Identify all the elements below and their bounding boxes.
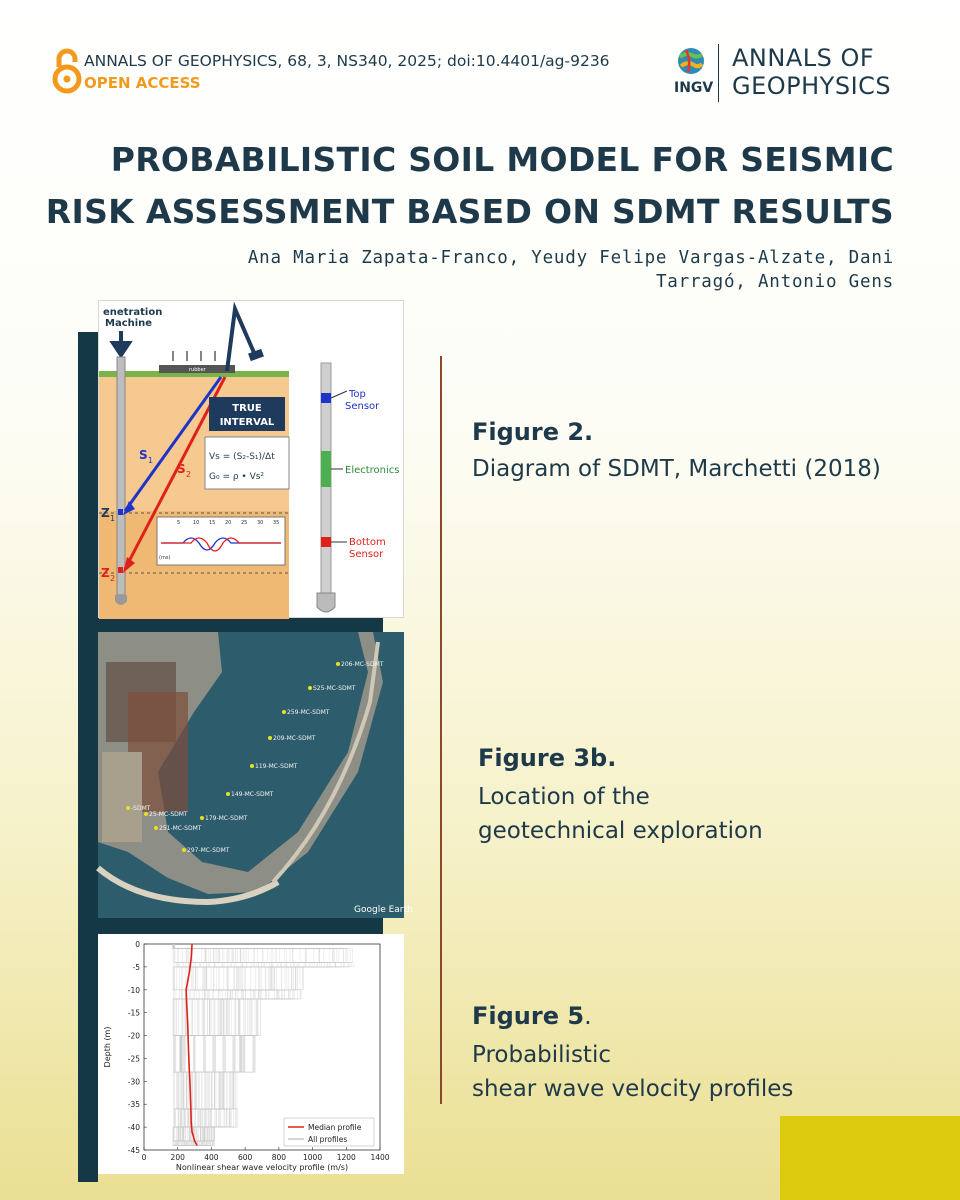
y-tick-label: -30 [127, 1077, 140, 1087]
bottom-sensor-label-1: Bottom [349, 537, 386, 548]
figure5-vs-profiles-chart [98, 934, 404, 1174]
vertical-divider [440, 356, 442, 1104]
z2-label: Z [101, 566, 110, 580]
citation-text: ANNALS OF GEOPHYSICS, 68, 3, NS340, 2025; doi:10.4401/ag-9236 [84, 52, 610, 70]
svg-text:206-MC-SDMT: 206-MC-SDMT [341, 661, 384, 668]
authors-line1: Ana Maria Zapata-Franco, Yeudy Felipe Vargas-Alzate, Dani [247, 248, 894, 268]
svg-text:251-MC-SDMT: 251-MC-SDMT [159, 825, 202, 832]
figure5-caption-line2: shear wave velocity profiles [472, 1076, 794, 1102]
authors-line2: Tarragó, Antonio Gens [655, 272, 894, 292]
svg-text:259-MC-SDMT: 259-MC-SDMT [287, 709, 330, 716]
s1-subscript: 1 [148, 456, 154, 465]
x-tick-label: 400 [204, 1153, 219, 1162]
svg-text:35: 35 [273, 520, 280, 526]
svg-text:(ms): (ms) [159, 555, 171, 561]
legend-all-profiles: All profiles [308, 1135, 348, 1144]
figure3b-satellite-map [98, 632, 413, 918]
ingv-globe-icon [676, 46, 706, 76]
y-tick-label: -35 [127, 1100, 140, 1110]
rubber-label: rubber [189, 367, 206, 373]
svg-text:25-MC-SDMT: 25-MC-SDMT [149, 811, 188, 818]
top-sensor-label-2: Sensor [345, 401, 380, 412]
svg-text:20: 20 [225, 520, 232, 526]
open-access-lock-icon [52, 48, 82, 94]
g0-formula: G₀ = ρ • Vs² [209, 472, 265, 482]
y-tick-label: 0 [135, 940, 140, 949]
google-earth-watermark: Google Earth [354, 905, 413, 915]
y-tick-label: -25 [127, 1054, 140, 1064]
figure5-caption-line1: Probabilistic [472, 1042, 611, 1068]
side-accent-bar [78, 332, 98, 1182]
svg-text:-SDMT: -SDMT [131, 805, 151, 812]
x-tick-label: 600 [237, 1153, 253, 1162]
y-tick-label: -45 [127, 1146, 140, 1155]
figure2-sdmt-diagram [98, 300, 404, 618]
figure3b-caption-text [478, 780, 838, 848]
figure3b-caption-title: Figure 3b. [478, 744, 617, 772]
article-title-line1: PROBABILISTIC SOIL MODEL FOR SEISMIC [110, 140, 894, 179]
figure2-caption-text: Diagram of SDMT, Marchetti (2018) [472, 456, 881, 482]
svg-text:149-MC-SDMT: 149-MC-SDMT [231, 791, 274, 798]
figure2-caption-title: Figure 2. [472, 418, 594, 446]
brand-divider [718, 44, 719, 102]
svg-text:179-MC-SDMT: 179-MC-SDMT [205, 815, 248, 822]
vs-formula: Vs = (S₂-S₁)/Δt [209, 452, 275, 462]
x-axis-label: Nonlinear shear wave velocity profile (m/s) [175, 1163, 349, 1172]
s2-label: S [177, 462, 186, 476]
electronics-label: Electronics [345, 465, 400, 476]
figure5-caption-title-period: . [584, 1002, 592, 1030]
y-axis-label: Depth (m) [103, 1026, 112, 1068]
article-title-line2: RISK ASSESSMENT BASED ON SDMT RESULTS [45, 192, 894, 231]
svg-text:119-MC-SDMT: 119-MC-SDMT [255, 763, 298, 770]
s1-label: S [139, 448, 148, 462]
z2-subscript: 2 [110, 574, 116, 583]
figure3b-caption-line2: geotechnical exploration [478, 818, 763, 844]
open-access-label: OPEN ACCESS [84, 74, 201, 92]
x-tick-label: 1000 [303, 1153, 323, 1162]
svg-text:5: 5 [177, 520, 181, 526]
svg-text:25: 25 [241, 520, 248, 526]
panel-divider [98, 918, 383, 934]
y-tick-label: -15 [127, 1008, 140, 1018]
true-interval-label-1: TRUE [232, 403, 262, 414]
x-tick-label: 1400 [370, 1153, 390, 1162]
svg-text:S25-MC-SDMT: S25-MC-SDMT [313, 685, 356, 692]
y-tick-label: -40 [127, 1123, 140, 1133]
top-sensor-label-1: Top [349, 389, 366, 400]
vs-chart-svg [98, 934, 404, 1174]
x-tick-label: 800 [271, 1153, 287, 1162]
z1-subscript: 1 [110, 514, 116, 523]
chart-legend [284, 1118, 374, 1146]
machine-label-1: enetration [103, 307, 163, 318]
corner-accent-block [780, 1116, 960, 1200]
x-tick-label: 200 [170, 1153, 185, 1162]
legend-median-profile: Median profile [308, 1123, 362, 1132]
x-tick-label: 1200 [336, 1153, 356, 1162]
bottom-sensor-label-2: Sensor [349, 549, 384, 560]
journal-brand-line2: GEOPHYSICS [732, 72, 892, 100]
figure3b-caption-line1: Location of the [478, 784, 650, 810]
y-tick-label: -10 [127, 985, 140, 995]
z1-label: Z [101, 506, 110, 520]
figure5-caption-text [472, 1038, 892, 1106]
y-tick-label: -20 [127, 1031, 140, 1041]
svg-text:15: 15 [209, 520, 216, 526]
svg-text:209-MC-SDMT: 209-MC-SDMT [273, 735, 316, 742]
true-interval-label-2: INTERVAL [219, 417, 275, 428]
ingv-label: INGV [674, 80, 714, 96]
journal-brand-line1: ANNALS OF [732, 44, 875, 72]
svg-text:30: 30 [257, 520, 264, 526]
figure5-caption-title [472, 1002, 592, 1030]
s2-subscript: 2 [186, 470, 192, 479]
svg-text:297-MC-SDMT: 297-MC-SDMT [187, 847, 230, 854]
y-tick-label: -5 [132, 962, 140, 972]
figure5-caption-title-main: Figure 5 [472, 1002, 585, 1030]
x-tick-label: 0 [141, 1153, 147, 1162]
svg-text:10: 10 [193, 520, 200, 526]
machine-label-2: Machine [105, 318, 153, 329]
